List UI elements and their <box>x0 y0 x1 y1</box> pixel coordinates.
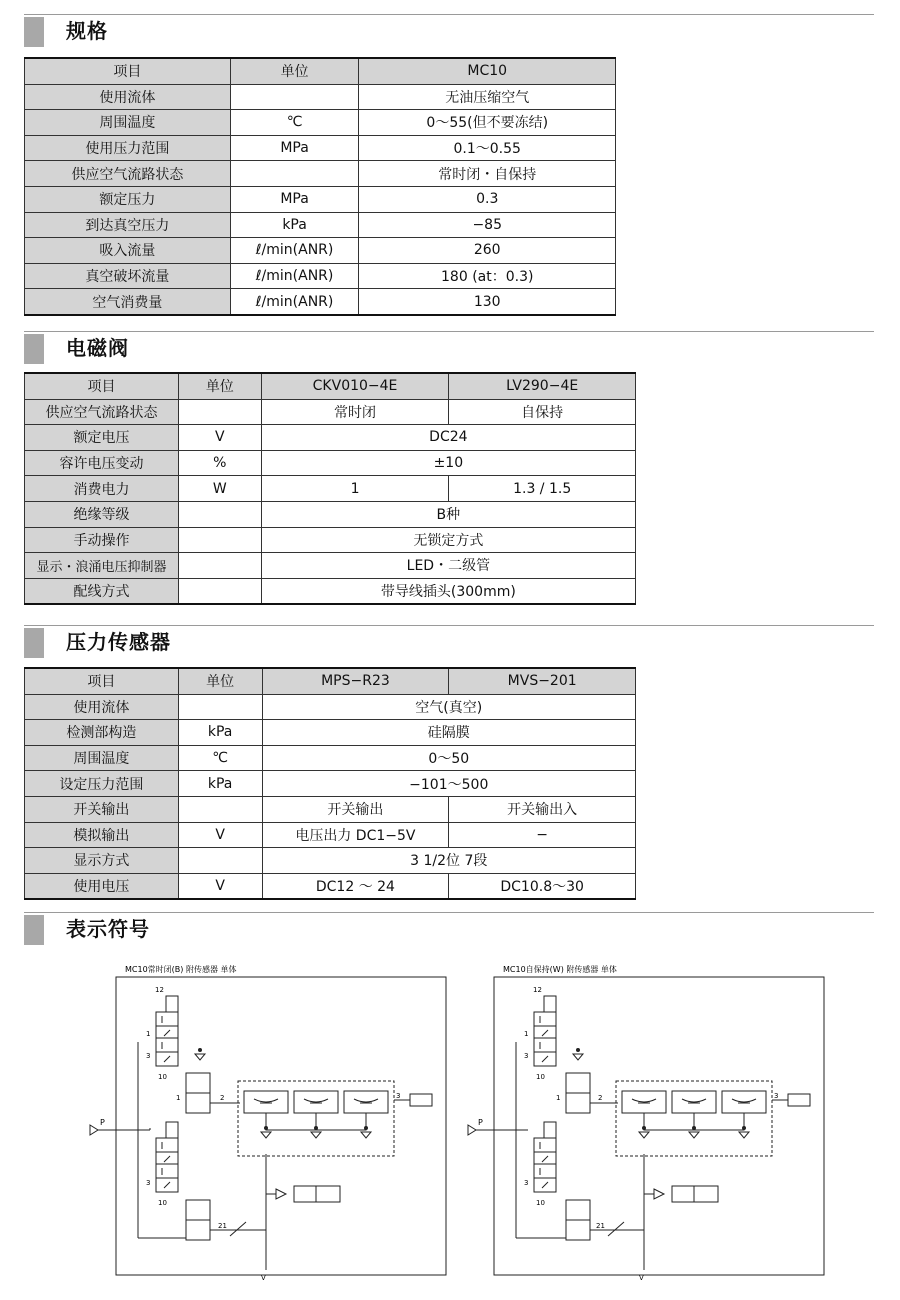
row-label: 设定压力范围 <box>25 771 179 797</box>
row-label: 检测部构造 <box>25 720 179 746</box>
row-label: 真空破坏流量 <box>25 263 231 289</box>
check-valve-icon <box>195 1048 205 1060</box>
table-row <box>25 822 636 848</box>
row-label: 显示方式 <box>25 848 179 874</box>
value-cell: ±10 <box>261 450 635 476</box>
unit-cell: ℓ/min(ANR) <box>230 238 359 264</box>
unit-cell <box>178 399 261 425</box>
unit-cell: ℃ <box>230 110 359 136</box>
unit-cell: ℓ/min(ANR) <box>230 289 359 315</box>
value-cell: 260 <box>359 238 616 264</box>
header-cell: 单位 <box>230 58 359 84</box>
section-title-sensor: 压力传感器 <box>66 630 171 654</box>
port-label-p: P <box>100 1118 105 1127</box>
table-row <box>25 694 636 720</box>
section-marker <box>24 334 44 364</box>
table-header-row <box>25 58 616 84</box>
value-cell: 开关输出 <box>262 796 449 822</box>
row-label: 供应空气流路状态 <box>25 161 231 187</box>
port-label: 3 <box>524 1052 529 1060</box>
row-label: 吸入流量 <box>25 238 231 264</box>
value-cell: 1 <box>261 476 449 502</box>
port-label: 1 <box>176 1094 181 1102</box>
table-row <box>25 873 636 899</box>
value-cell: 130 <box>359 289 616 315</box>
header-cell: 单位 <box>178 668 262 694</box>
section-title-symbol: 表示符号 <box>66 917 150 941</box>
section-marker <box>24 628 44 658</box>
value-cell: − <box>449 822 636 848</box>
table-row <box>25 527 636 553</box>
header-cell: 项目 <box>25 58 231 84</box>
check-valve-icon <box>573 1048 583 1060</box>
port-label: 3 <box>146 1052 151 1060</box>
row-label: 使用流体 <box>25 84 231 110</box>
row-label: 使用压力范围 <box>25 135 231 161</box>
table-row <box>25 771 636 797</box>
unit-cell <box>178 848 262 874</box>
table-row <box>25 135 616 161</box>
row-label: 周围温度 <box>25 745 179 771</box>
spec-table <box>24 57 616 316</box>
unit-cell: kPa <box>230 212 359 238</box>
row-label: 空气消费量 <box>25 289 231 315</box>
row-label: 周围温度 <box>25 110 231 136</box>
table-row <box>25 848 636 874</box>
value-cell: 自保持 <box>449 399 636 425</box>
table-row <box>25 553 636 579</box>
value-cell: 0～50 <box>262 745 635 771</box>
value-cell: DC24 <box>261 425 635 451</box>
port-label: 1 <box>146 1030 151 1038</box>
value-cell: DC10.8～30 <box>449 873 636 899</box>
row-label: 消费电力 <box>25 476 179 502</box>
header-cell: 项目 <box>25 373 179 399</box>
row-label: 绝缘等级 <box>25 501 179 527</box>
value-cell: 无锁定方式 <box>261 527 635 553</box>
row-label: 容许电压变动 <box>25 450 179 476</box>
port-label: 21 <box>218 1222 227 1230</box>
row-label: 额定压力 <box>25 186 231 212</box>
value-cell: 硅隔膜 <box>262 720 635 746</box>
table-row <box>25 186 616 212</box>
port-label: 3 <box>146 1179 151 1187</box>
header-cell: 单位 <box>178 373 261 399</box>
unit-cell <box>178 553 261 579</box>
value-cell: 0.3 <box>359 186 616 212</box>
pressure-sensor-icon <box>294 1186 340 1202</box>
value-cell: B种 <box>261 501 635 527</box>
value-cell: 常时闭・自保持 <box>359 161 616 187</box>
section-valve-header <box>24 331 874 365</box>
unit-cell: kPa <box>178 771 262 797</box>
table-row <box>25 84 616 110</box>
table-row <box>25 425 636 451</box>
solenoid-valve-icon <box>156 996 178 1066</box>
value-cell: 空气(真空) <box>262 694 635 720</box>
diagram-left <box>90 964 446 1282</box>
table-row <box>25 578 636 604</box>
value-cell: 电压出力 DC1−5V <box>262 822 449 848</box>
divider <box>24 331 874 332</box>
table-row <box>25 501 636 527</box>
header-cell: MPS−R23 <box>262 668 449 694</box>
row-label: 开关输出 <box>25 796 179 822</box>
row-label: 供应空气流路状态 <box>25 399 179 425</box>
pneumatic-symbol-diagrams <box>0 950 900 1290</box>
unit-cell: ℓ/min(ANR) <box>230 263 359 289</box>
table-row <box>25 289 616 315</box>
unit-cell <box>178 796 262 822</box>
section-marker <box>24 17 44 47</box>
section-title-valve: 电磁阀 <box>66 336 129 360</box>
unit-cell <box>230 161 359 187</box>
unit-cell: MPa <box>230 186 359 212</box>
port-label-v: V <box>639 1274 644 1282</box>
port-label: 3 <box>774 1092 779 1100</box>
diagram-left-caption: MC10常时闭(B) 附传感器 单体 <box>125 965 237 974</box>
port-label: 2 <box>598 1094 603 1102</box>
port-label: 10 <box>158 1199 167 1207</box>
supply-port-icon <box>468 1125 476 1135</box>
value-cell: DC12 ～ 24 <box>262 873 449 899</box>
table-header-row <box>25 373 636 399</box>
pressure-sensor-icon <box>672 1186 718 1202</box>
valve-table <box>24 372 636 605</box>
header-cell: MC10 <box>359 58 616 84</box>
port-label: 3 <box>396 1092 401 1100</box>
port-label: 12 <box>155 986 164 994</box>
port-label: 3 <box>524 1179 529 1187</box>
unit-cell: MPa <box>230 135 359 161</box>
section-spec-header <box>24 14 874 48</box>
row-label: 配线方式 <box>25 578 179 604</box>
port-label: 21 <box>596 1222 605 1230</box>
value-cell: −101～500 <box>262 771 635 797</box>
diagram-right <box>468 964 824 1282</box>
unit-cell: W <box>178 476 261 502</box>
silencer-icon <box>788 1094 810 1106</box>
silencer-icon <box>410 1094 432 1106</box>
unit-cell <box>230 84 359 110</box>
section-marker <box>24 915 44 945</box>
value-cell: 1.3 / 1.5 <box>449 476 636 502</box>
table-row <box>25 161 616 187</box>
value-cell: 开关输出入 <box>449 796 636 822</box>
row-label: 手动操作 <box>25 527 179 553</box>
unit-cell <box>178 501 261 527</box>
table-row <box>25 263 616 289</box>
value-cell: 常时闭 <box>261 399 449 425</box>
table-row <box>25 450 636 476</box>
row-label: 到达真空压力 <box>25 212 231 238</box>
value-cell: 3 1/2位 7段 <box>262 848 635 874</box>
value-cell: 无油压缩空气 <box>359 84 616 110</box>
flow-control-icon <box>230 1222 246 1236</box>
port-label: 10 <box>158 1073 167 1081</box>
value-cell: 0.1～0.55 <box>359 135 616 161</box>
row-label: 使用流体 <box>25 694 179 720</box>
value-cell: 0～55(但不要冻结) <box>359 110 616 136</box>
table-row <box>25 238 616 264</box>
header-cell: 项目 <box>25 668 179 694</box>
port-label-p: P <box>478 1118 483 1127</box>
table-row <box>25 745 636 771</box>
unit-cell <box>178 527 261 553</box>
section-symbol-header <box>24 912 874 946</box>
table-row <box>25 110 616 136</box>
unit-cell: V <box>178 425 261 451</box>
unit-cell: kPa <box>178 720 262 746</box>
divider <box>24 912 874 913</box>
table-row <box>25 212 616 238</box>
port-label: 10 <box>536 1073 545 1081</box>
port-label: 1 <box>556 1094 561 1102</box>
port-label: 10 <box>536 1199 545 1207</box>
header-cell: MVS−201 <box>449 668 636 694</box>
row-label: 显示・浪涌电压抑制器 <box>25 553 179 579</box>
unit-cell: V <box>178 873 262 899</box>
section-sensor-header <box>24 625 874 659</box>
flow-control-icon <box>608 1222 624 1236</box>
table-row <box>25 476 636 502</box>
solenoid-valve-icon <box>534 996 556 1066</box>
row-label: 额定电压 <box>25 425 179 451</box>
section-title-spec: 规格 <box>66 19 108 43</box>
unit-cell <box>178 694 262 720</box>
unit-cell: ℃ <box>178 745 262 771</box>
row-label: 使用电压 <box>25 873 179 899</box>
supply-port-icon <box>90 1125 98 1135</box>
value-cell: −85 <box>359 212 616 238</box>
sensor-table <box>24 667 636 900</box>
port-label: 2 <box>220 1094 225 1102</box>
value-cell: 带导线插头(300mm) <box>261 578 635 604</box>
table-row <box>25 720 636 746</box>
row-label: 模拟输出 <box>25 822 179 848</box>
port-label: 12 <box>533 986 542 994</box>
unit-cell <box>178 578 261 604</box>
value-cell: 180 (at：0.3) <box>359 263 616 289</box>
port-label-v: V <box>261 1274 266 1282</box>
table-header-row <box>25 668 636 694</box>
value-cell: LED・二级管 <box>261 553 635 579</box>
table-row <box>25 399 636 425</box>
table-row <box>25 796 636 822</box>
divider <box>24 14 874 15</box>
unit-cell: V <box>178 822 262 848</box>
unit-cell: % <box>178 450 261 476</box>
header-cell: LV290−4E <box>449 373 636 399</box>
diagram-right-caption: MC10自保持(W) 附传感器 单体 <box>503 965 617 974</box>
port-label: 1 <box>524 1030 529 1038</box>
header-cell: CKV010−4E <box>261 373 449 399</box>
divider <box>24 625 874 626</box>
